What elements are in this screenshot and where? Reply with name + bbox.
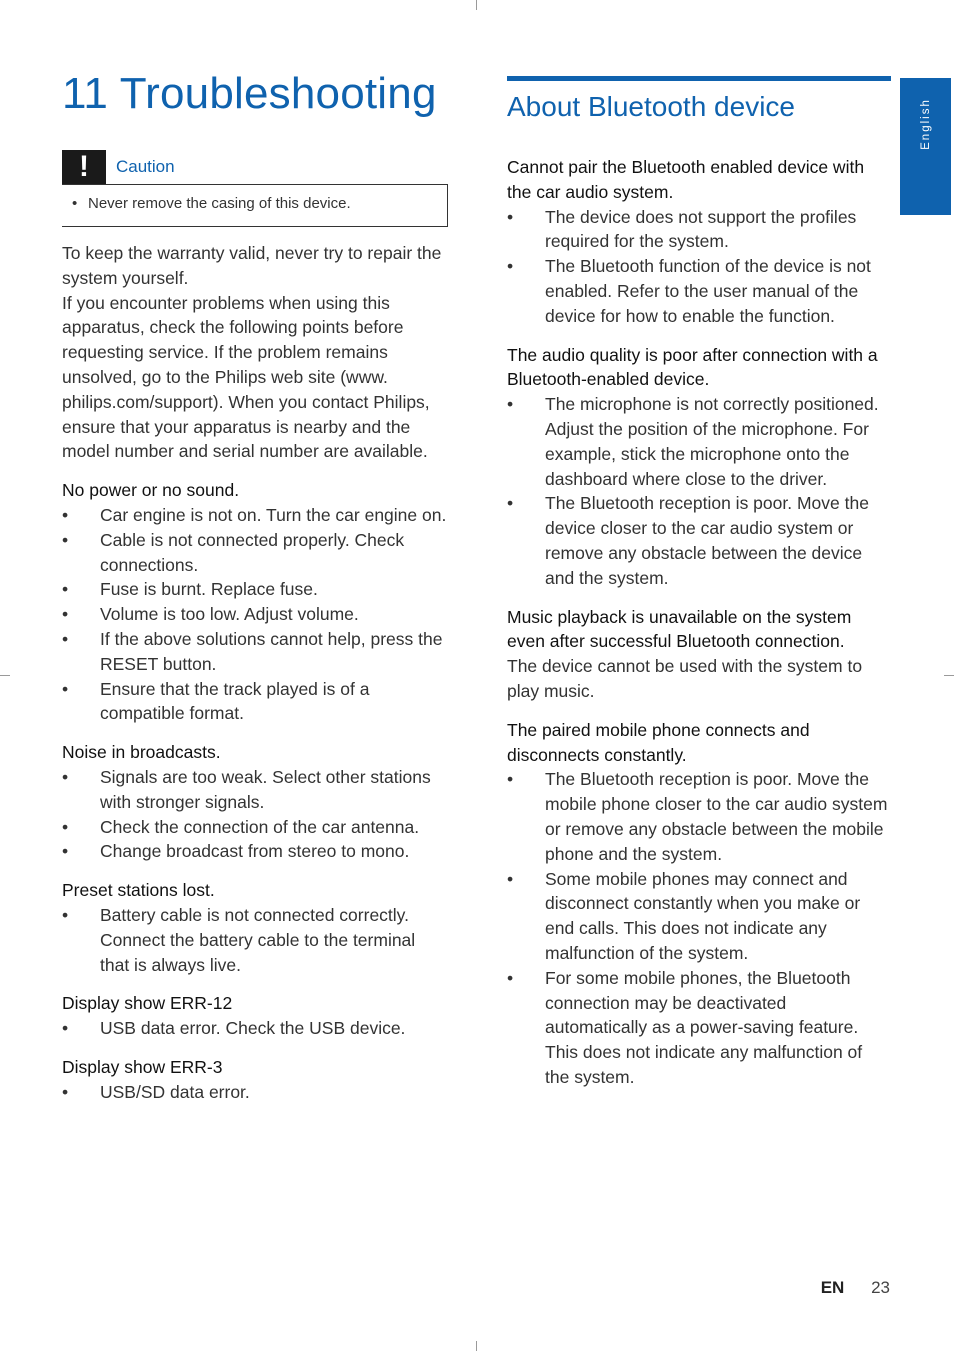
- right-column: [507, 76, 891, 1090]
- list-item: • Cable is not connected properly. Check connections.: [62, 528, 448, 578]
- intro-paragraph: [62, 241, 448, 464]
- page-footer: [821, 1278, 890, 1298]
- section-rule: [507, 76, 891, 81]
- list-item: • Change broadcast from stereo to mono.: [62, 839, 448, 864]
- list-item: • Ensure that the track played is of a compatible format.: [62, 677, 448, 727]
- bullet-list: [507, 767, 891, 1089]
- section-heading: The audio quality is poor after connection with a Bluetooth-enabled device.: [507, 344, 878, 390]
- trouble-section: [62, 878, 448, 977]
- section-heading: Music playback is unavailable on the system even after successful Bluetooth connection.: [507, 606, 852, 652]
- section-heading: Cannot pair the Bluetooth enabled device with the car audio system.: [507, 157, 865, 202]
- list-item: • Volume is too low. Adjust volume.: [62, 602, 448, 627]
- caution-box: [62, 150, 448, 227]
- intro-line: If you encounter problems when using this apparatus, check the following points before requesting service. If the problem remains unsolved, go to the Philips web site (www. philips.com/support). When you contact Philips, ensure that your apparatus is nearby and the model number and serial number are available.: [62, 292, 430, 462]
- list-item: • The Bluetooth function of the device is not enabled. Refer to the user manual of the device for how to enable the function.: [507, 254, 891, 328]
- section-heading: Display show ERR-12: [62, 993, 233, 1014]
- crop-mark: [476, 1341, 477, 1351]
- trouble-section: [507, 155, 891, 329]
- list-item: • Fuse is burnt. Replace fuse.: [62, 577, 448, 602]
- bullet-list: [507, 392, 891, 590]
- section-heading: Noise in broadcasts.: [62, 742, 221, 763]
- language-tab-label: English: [919, 98, 932, 150]
- list-item: • Car engine is not on. Turn the car engine on.: [62, 503, 448, 528]
- language-tab: [900, 78, 951, 215]
- section-text: The device cannot be used with the system to play music.: [507, 656, 863, 701]
- list-item: • Some mobile phones may connect and disconnect constantly when you make or end calls. This does not indicate any malfunction of the system.: [507, 867, 891, 966]
- caution-header: [62, 150, 448, 184]
- bullet-list: [62, 503, 448, 726]
- list-item: • The microphone is not correctly positioned. Adjust the position of the microphone. For example, stick the microphone onto the dashboard where close to the driver.: [507, 392, 891, 491]
- intro-line: To keep the warranty valid, never try to repair the system yourself.: [62, 243, 442, 288]
- list-item: • For some mobile phones, the Bluetooth connection may be deactivated automatically as a power-saving feature. This does not indicate any malfunction of the system.: [507, 966, 891, 1090]
- crop-mark: [944, 675, 954, 676]
- bullet-list: [507, 205, 891, 329]
- trouble-section: [507, 605, 891, 704]
- list-item: • USB/SD data error.: [62, 1080, 448, 1105]
- crop-mark: [0, 675, 10, 676]
- section-heading: The paired mobile phone connects and disconnects constantly.: [507, 719, 810, 765]
- caution-label: Caution: [116, 157, 175, 176]
- chapter-title: 11 Troubleshooting: [62, 69, 437, 118]
- list-item: • Check the connection of the car antenna.: [62, 815, 448, 840]
- list-item: • The Bluetooth reception is poor. Move the device closer to the car audio system or remove any obstacle between the device and the system.: [507, 491, 891, 590]
- exclamation-icon: !: [62, 150, 106, 184]
- trouble-section: [62, 991, 448, 1041]
- trouble-section: [62, 740, 448, 864]
- caution-text: Never remove the casing of this device.: [88, 195, 351, 212]
- footer-language: EN: [820, 1278, 845, 1297]
- left-column: [62, 66, 448, 1105]
- section-heading: Preset stations lost.: [62, 880, 215, 901]
- trouble-section: [507, 718, 891, 1090]
- bullet-list: [62, 765, 448, 864]
- list-item: • If the above solutions cannot help, press the RESET button.: [62, 627, 448, 677]
- caution-content: [62, 184, 448, 227]
- page-number: 23: [871, 1278, 890, 1297]
- bluetooth-section-title: About Bluetooth device: [507, 91, 795, 122]
- bullet-list: [62, 903, 448, 977]
- trouble-section: [507, 343, 891, 591]
- section-heading: Display show ERR-3: [62, 1056, 223, 1077]
- list-item: • USB data error. Check the USB device.: [62, 1016, 448, 1041]
- section-heading: No power or no sound.: [62, 480, 240, 501]
- trouble-section: [62, 1055, 448, 1105]
- crop-mark: [476, 0, 477, 10]
- list-item: • The Bluetooth reception is poor. Move the mobile phone closer to the car audio system or remove any obstacle between the mobile phone and the system.: [507, 767, 891, 866]
- trouble-section: [62, 478, 448, 726]
- list-item: • The device does not support the profiles required for the system.: [507, 205, 891, 255]
- list-item: • Battery cable is not connected correctly. Connect the battery cable to the terminal that is always live.: [62, 903, 448, 977]
- list-item: • Signals are too weak. Select other stations with stronger signals.: [62, 765, 448, 815]
- bullet-icon: •: [72, 195, 78, 212]
- bullet-list: [62, 1080, 448, 1105]
- bullet-list: [62, 1016, 448, 1041]
